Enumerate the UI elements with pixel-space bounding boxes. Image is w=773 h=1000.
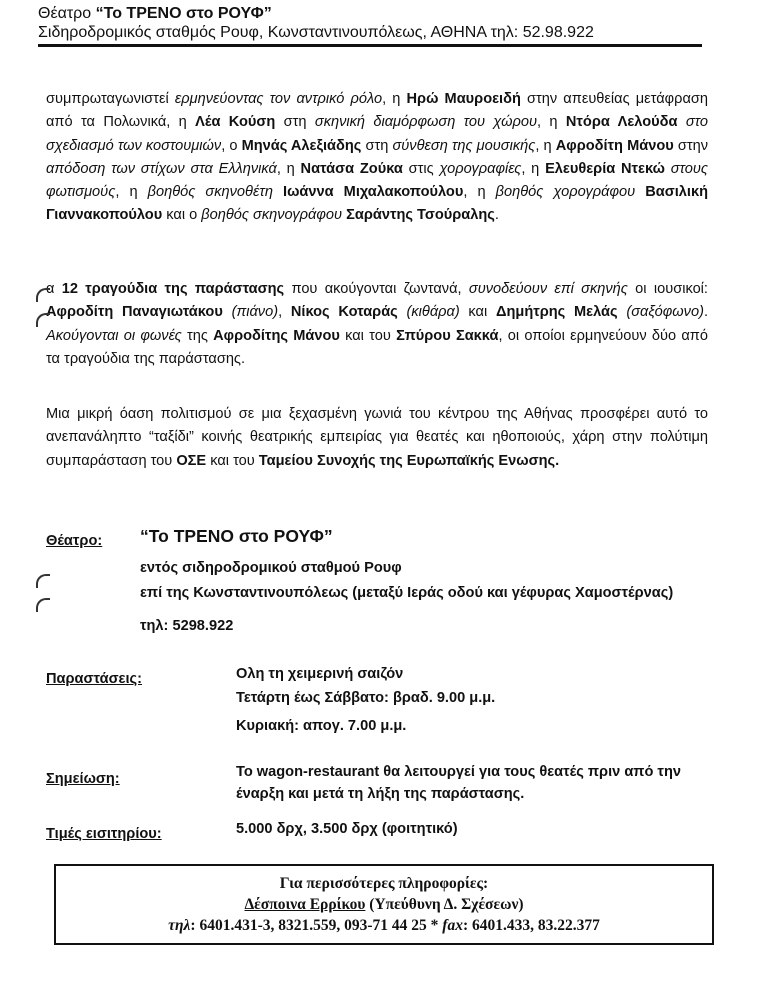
italic-text: απόδοση των στίχων στα Ελληνικά [46,160,277,177]
note-line-1: Το wagon-restaurant θα λειτουργεί για τους θεατές πριν από την [236,764,681,780]
italic-text: βοηθός σκηνοθέτη [147,184,273,201]
text-run: και του [339,327,397,344]
bold-name: Ταμείου Συνοχής της Ευρωπαϊκής Ενωσης. [258,452,560,469]
bold-name: Νατάσα Ζούκα [300,160,403,177]
italic-text: χορογραφίες [439,160,522,177]
text-run [223,304,232,320]
italic-text: βοηθός σκηνογράφου [201,207,343,224]
fax-label: fax [442,917,463,934]
text-run: ιουσικοί: [653,281,708,297]
punch-hole-mark [36,598,50,612]
note-label: Σημείωση: [46,771,120,787]
text-run: , η [115,184,148,201]
tel-value: : 6401.431-3, 8321.559, 093-71 44 25 * [190,917,443,934]
note-line-2: έναρξη και μετά τη λήξη της παράστασης. [236,786,525,802]
bold-name: Ιωάννα Μιχαλακοπούλου [283,184,464,201]
text-run: στη [275,114,315,131]
italic-text: ερμηνεύοντας τον αντρικό ρόλο [174,91,383,107]
theatre-location-1: εντός σιδηροδρομικού σταθμού Ρουφ [140,560,402,576]
ticket-prices: 5.000 δρχ, 3.500 δρχ (φοιτητικό) [236,821,458,837]
italic-text: (κιθάρα) [406,304,460,321]
header-rule [38,44,702,47]
bold-name: Λέα Κούση [195,114,276,131]
musicians-paragraph [46,278,708,371]
text-run: στις [402,160,440,177]
punch-hole-mark [36,313,50,327]
text-run: και [459,304,496,321]
theatre-location-2: επί της Κωνσταντινουπόλεως (μεταξύ Ιεράς οδού και γέφυρας Χαμοστέρνας) [140,585,674,601]
sponsors-paragraph [46,403,708,473]
italic-text: συνοδεύουν επί σκηνής [468,281,628,297]
text-run: , η [535,137,556,154]
bold-name: ΟΣΕ [176,452,207,469]
shows-weekdays: Τετάρτη έως Σάββατο: βραδ. 9.00 μ.μ. [236,690,496,706]
text-run: , η [382,91,407,107]
theatre-name: “Το ΤΡΕΝΟ στο ΡΟΥΦ” [95,5,272,22]
italic-text: (σαξόφωνο) [626,304,704,321]
credits-paragraph [46,88,708,228]
bold-name: Μηνάς Αλεξιάδης [241,137,362,154]
contact-person [56,894,712,915]
contact-numbers [56,915,712,936]
bold-name: Σπύρου Σακκά [396,327,499,344]
text-run [273,184,283,200]
text-run: , η [276,160,301,177]
shows-sunday: Κυριακή: απογ. 7.00 μ.μ. [236,718,407,734]
text-run: α [46,281,62,297]
italic-text: Ακούγονται οι φωνές [46,327,182,344]
bold-name: Ηρώ Μαυροειδή [406,91,521,107]
letterhead [38,4,738,42]
italic-text: στο σχεδιασμό των κοστουμιών [46,114,709,154]
theatre-phone: τηλ: 5298.922 [140,618,234,634]
bold-name: Ντόρα Λελούδα [565,114,678,131]
bold-name: Αφροδίτη Μάνου [555,137,674,154]
theatre-label: Θέατρο: [46,533,103,549]
shows-season: Ολη τη χειμερινή σαιζόν [236,666,404,682]
text-run: και του [206,452,259,469]
contact-name: Δέσποινα Ερρίκου [244,896,366,913]
text-run: στην απευθείας μετάφραση από τα Πολωνικά, η [46,91,709,131]
prices-label: Τιμές εισιτηρίου: [46,826,162,842]
bold-name: Ελευθερία Ντεκώ [545,160,665,177]
bold-name: Νίκος Κοταράς [290,304,398,321]
text-run: , [278,304,291,321]
text-run [398,304,407,320]
bold-name: Δημήτρης Μελάς [495,304,618,321]
text-run: που ακούγονται ζωντανά, [284,281,469,297]
italic-text: βοηθός χορογράφου [495,184,636,201]
contact-heading: Για περισσότερες πληροφορίες: [279,875,489,892]
text-run [677,114,685,130]
text-run: , ο [221,137,242,154]
punch-hole-mark [36,288,50,302]
bold-name: Αφροδίτη Παναγιωτάκου [46,304,223,321]
text-run: στη [361,137,393,154]
text-run: . [703,304,708,321]
letterhead-address: Σιδηροδρομικός σταθμός Ρουφ, Κωνσταντινουπόλεως, ΑΘΗΝΑ τηλ: 52.98.922 [38,24,594,41]
fax-value: : 6401.433, 83.22.377 [462,917,600,934]
text-run: Μια μικρή όαση πολιτισμού σε μια ξεχασμένη γωνιά του κέντρου της Αθήνας προσφέρει αυτό το ανεπανάληπτο “ταξίδι” κοινής θεατρικής εμπειρίας για θεατές και ηθοποιούς, χάρη στην πολύτιμη συμπαράσταση του [46,406,708,469]
bold-name: Αφροδίτης Μάνου [213,327,340,344]
tel-label: τηλ [168,917,191,934]
text-run [635,184,645,200]
italic-text: (πιάνο) [231,304,279,321]
text-run: . [494,207,499,224]
bold-name: Σαράντης Τσούραλης [346,207,495,224]
shows-label: Παραστάσεις: [46,671,142,687]
bold-name: 12 τραγούδια της παράστασης [61,281,285,297]
text-run: , η [521,160,546,177]
italic-text: στους φωτισμούς [46,160,709,201]
text-run: συμπρωταγωνιστεί [46,91,175,107]
punch-hole-mark [36,574,50,588]
italic-text: σύνθεση της μουσικής [392,137,536,154]
contact-role: (Υπεύθυνη Δ. Σχέσεων) [365,896,524,913]
italic-text: σκηνική διαμόρφωση του χώρου [314,114,537,131]
text-run: , η [537,114,566,131]
theatre-prefix: Θέατρο [38,5,92,22]
text-run: της [181,327,214,344]
text-run: , η [463,184,496,201]
bold-name: Βασιλική Γιαννακοπούλου [46,184,709,224]
text-run: , οι οποίοι ερμηνεύουν δύο από τα τραγούδια της παράστασης. [46,327,708,367]
contact-box [54,864,714,945]
theatre-title: “Το ΤΡΕΝΟ στο ΡΟΥΦ” [140,526,333,546]
text-run: και ο [162,207,202,224]
text-run: στην [673,137,709,154]
letterhead-title [38,4,738,23]
text-run: οι [627,281,654,297]
